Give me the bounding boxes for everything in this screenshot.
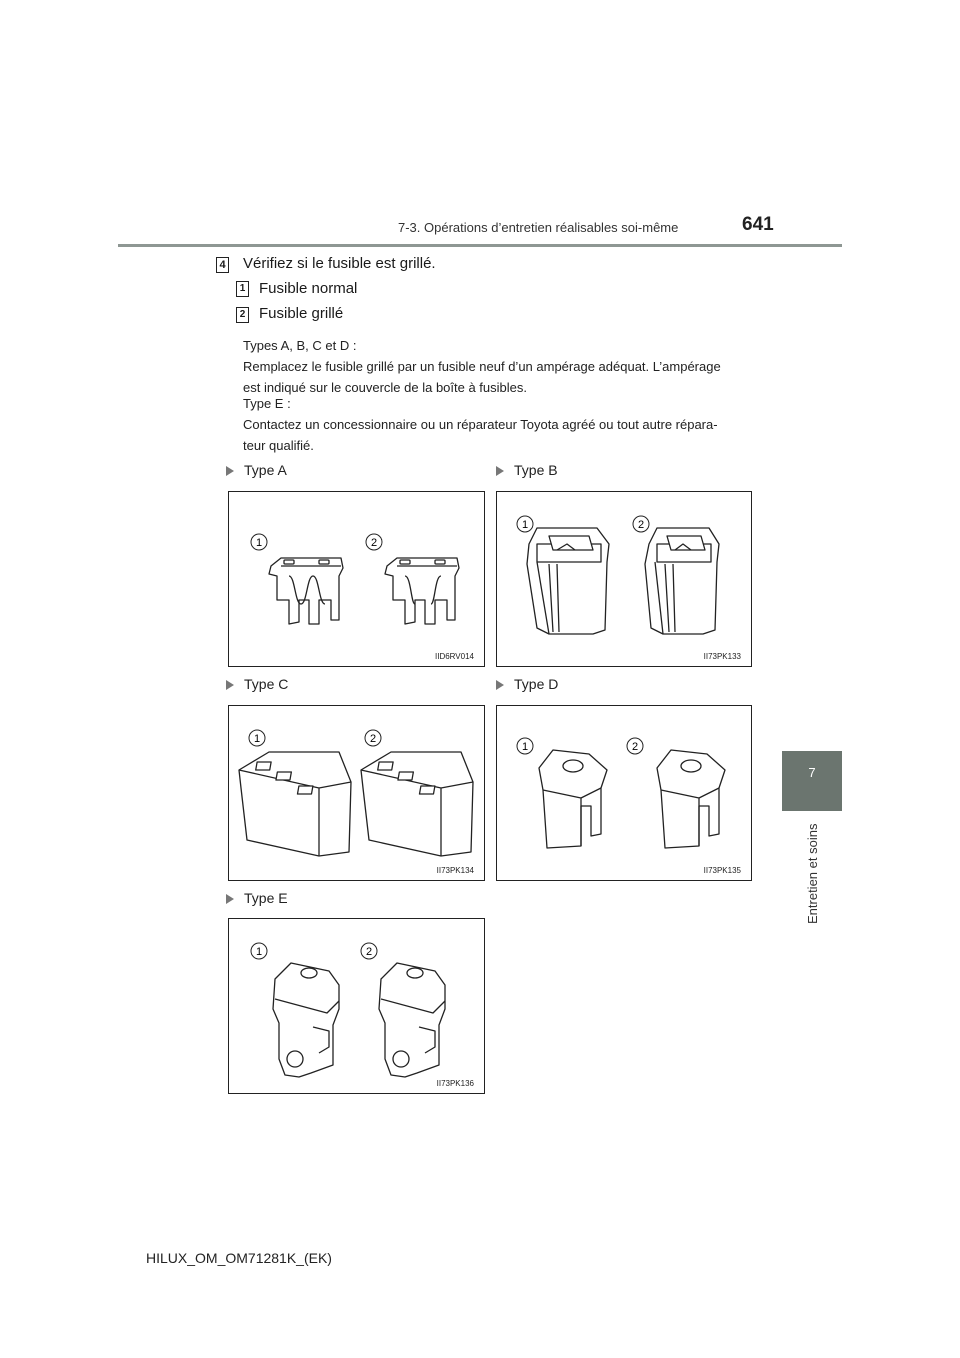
chapter-tab-label: Entretien et soins [805, 823, 820, 924]
triangle-bullet-icon [496, 680, 504, 690]
callout-1: 1 [253, 733, 261, 745]
step-number-box: 4 [216, 257, 229, 273]
step-instruction: Vérifiez si le fusible est grillé. [243, 255, 436, 272]
instruction-line: est indiqué sur le couvercle de la boîte à fusibles. [243, 380, 528, 395]
callout-1: 1 [521, 741, 529, 753]
page-number: 641 [742, 214, 774, 235]
figure-type-a [228, 491, 485, 667]
item-number-box-2: 2 [236, 307, 249, 323]
figure-code: II73PK133 [703, 652, 741, 661]
triangle-bullet-icon [496, 466, 504, 476]
figure-title-type-c: Type C [226, 676, 288, 692]
instruction-heading: Types A, B, C et D : [243, 338, 357, 353]
instruction-types-abcd [243, 335, 748, 398]
item-number-box-1: 1 [236, 281, 249, 297]
figure-type-e [228, 918, 485, 1094]
instruction-line: Contactez un concessionnaire ou un réparateur Toyota agréé ou tout autre répara- [243, 417, 718, 432]
figure-code: IID6RV014 [435, 652, 474, 661]
callout-2: 2 [631, 741, 639, 753]
triangle-bullet-icon [226, 680, 234, 690]
callout-2: 2 [369, 733, 377, 745]
figure-code: II73PK136 [436, 1079, 474, 1088]
callout-2: 2 [365, 946, 373, 958]
running-header-section: 7-3. Opérations d’entretien réalisables soi-même [398, 220, 679, 235]
document-code: HILUX_OM_OM71281K_(EK) [146, 1250, 332, 1266]
callout-1: 1 [255, 537, 263, 549]
callout-2: 2 [370, 537, 378, 549]
callout-1: 1 [521, 519, 529, 531]
instruction-type-e [243, 393, 748, 456]
instruction-heading: Type E : [243, 396, 291, 411]
triangle-bullet-icon [226, 894, 234, 904]
callout-2: 2 [637, 519, 645, 531]
item-label-normal-fuse: Fusible normal [259, 280, 358, 297]
triangle-bullet-icon [226, 466, 234, 476]
header-divider [118, 244, 842, 247]
chapter-tab-label-wrap [768, 823, 858, 924]
item-label-blown-fuse: Fusible grillé [259, 305, 344, 322]
figure-type-d [496, 705, 752, 881]
instruction-line: Remplacez le fusible grillé par un fusible neuf d’un ampérage adéquat. L’ampérage [243, 359, 721, 374]
figure-title-type-d: Type D [496, 676, 558, 692]
figure-type-c [228, 705, 485, 881]
callout-1: 1 [255, 946, 263, 958]
figure-code: II73PK135 [703, 866, 741, 875]
figure-title-type-e: Type E [226, 890, 288, 906]
figure-title-type-b: Type B [496, 462, 558, 478]
figure-title-type-a: Type A [226, 462, 287, 478]
figure-type-b [496, 491, 752, 667]
chapter-tab[interactable]: 7 [782, 751, 842, 811]
instruction-line: teur qualifié. [243, 438, 314, 453]
figure-code: II73PK134 [436, 866, 474, 875]
